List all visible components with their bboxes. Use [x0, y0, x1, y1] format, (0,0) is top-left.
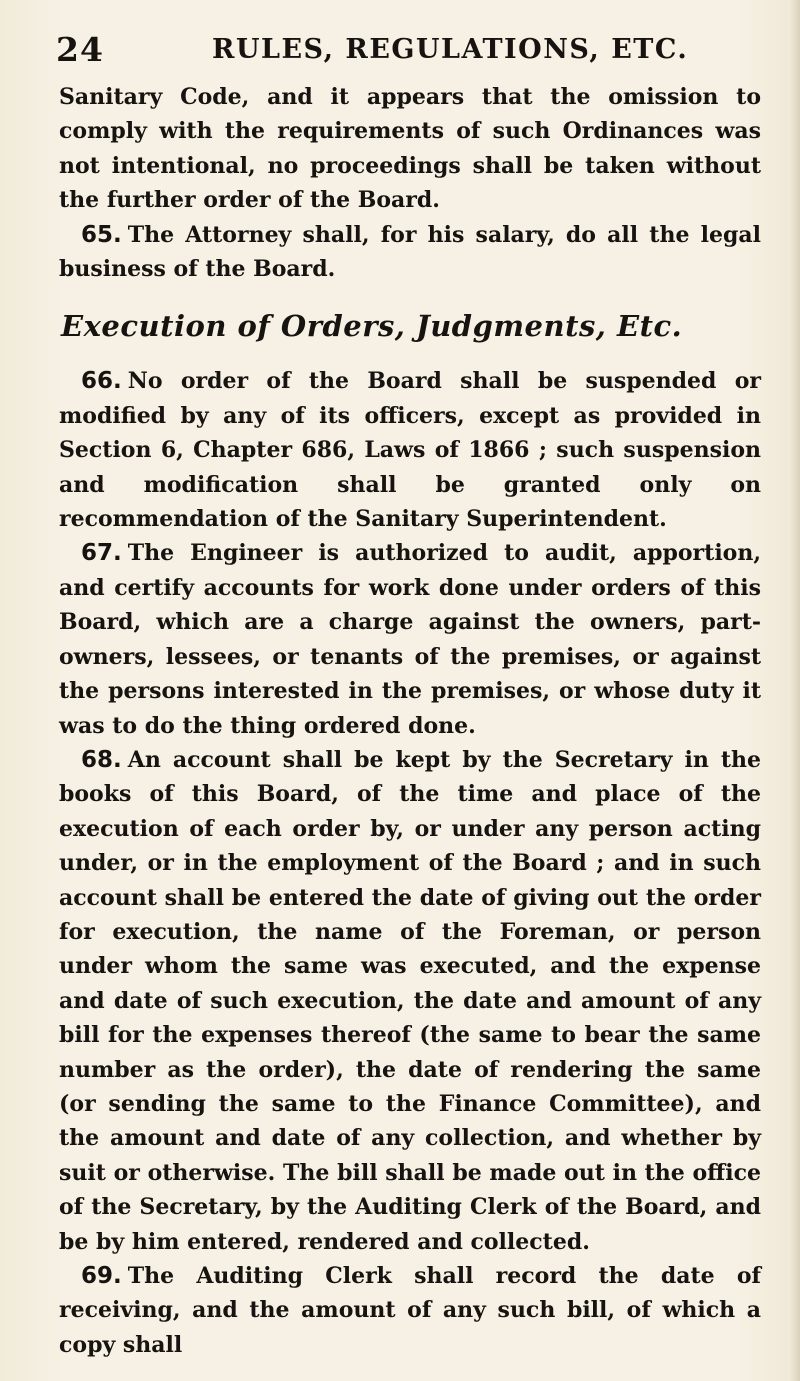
continuation-paragraph: Sanitary Code, and it appears that the omission to comply with the requirements of such Ordinances was not intentional, no proceedings shall be taken without the further order of the Board.	[59, 84, 761, 214]
section-text: No order of the Board shall be suspended or modified by any of its officers, except as provided in Section 6, Chapter 686, Laws of 1866 ; such suspension and modification shall be granted only on recommendation of the Sanitary Superintendent.	[59, 368, 761, 533]
page-body	[59, 80, 761, 1362]
section-number: 65.	[81, 221, 122, 248]
section-67	[59, 536, 761, 742]
section-number: 69.	[81, 1263, 122, 1289]
section-text: The Attorney shall, for his salary, do all the legal business of the Board.	[59, 221, 761, 283]
page-edge-shadow	[790, 0, 800, 1381]
section-number: 66.	[81, 368, 122, 395]
section-65	[59, 218, 761, 287]
section-text: The Engineer is authorized to audit, apportion, and certify accounts for work done under orders of this Board, which are a charge against the owners, part-owners, lessees, or tenants of the premises, or against the persons interested in the premises, or whose duty it was to do the thing ordered done.	[59, 540, 761, 739]
section-69	[59, 1259, 761, 1362]
section-heading: Execution of Orders, Judgments, Etc.	[61, 309, 683, 344]
page-header	[56, 30, 756, 80]
section-number: 67.	[81, 540, 122, 567]
section-66	[59, 364, 761, 536]
section-68	[59, 743, 761, 1259]
running-head: RULES, REGULATIONS, ETC.	[212, 34, 689, 65]
page-number: 24	[56, 30, 104, 69]
section-number: 68.	[81, 746, 122, 773]
section-text: The Auditing Clerk shall record the date of receiving, and the amount of any such bill, of which a copy shall	[59, 1263, 761, 1358]
section-text: An account shall be kept by the Secretary in the books of this Board, of the time and place of the execution of each order by, or under any person acting under, or in the employment of the Board ; and in such account shall be entered the date of giving out the order for execution, the name of the Foreman, or person under whom the same was executed, and the expense and date of such execution, the date and amount of any bill for the expenses thereof (the same to bear the same number as the order), the date of rendering the same (or sending the same to the Finance Committee), and the amount and date of any collection, and whether by suit or otherwise. The bill shall be made out in the office of the Secretary, by the Auditing Clerk of the Board, and be by him entered, rendered and collected.	[59, 746, 761, 1255]
